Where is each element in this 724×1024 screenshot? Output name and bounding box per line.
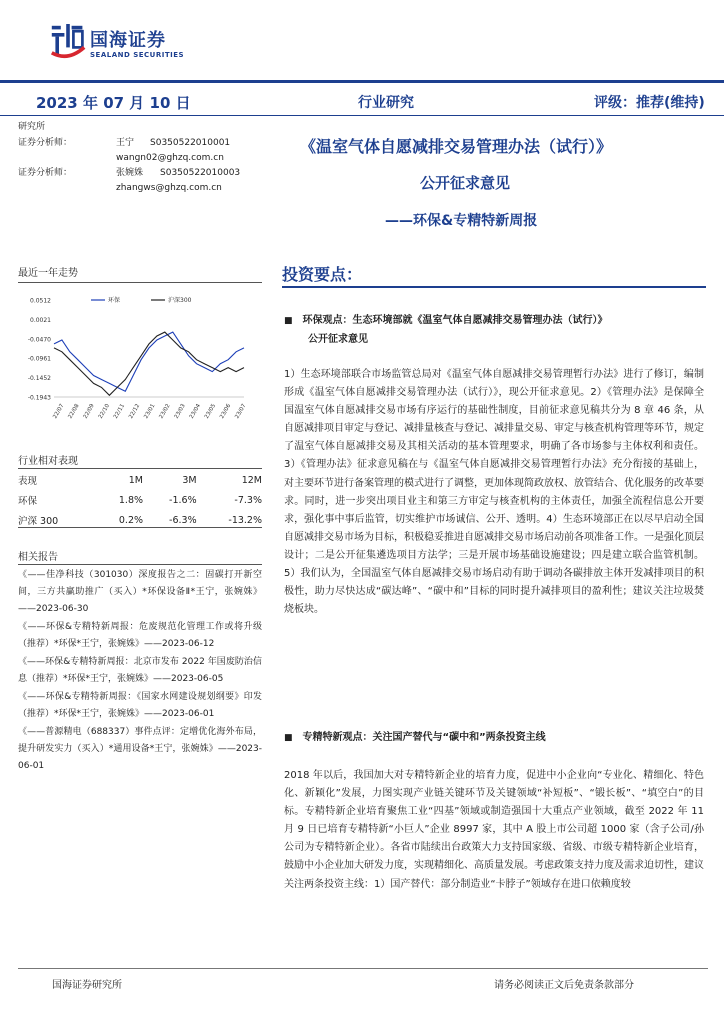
x-tick-label: 22/12: [128, 403, 142, 420]
report-title-line2: 公开征求意见: [420, 174, 511, 192]
reports-title: 相关报告: [18, 552, 58, 563]
bullet-square-icon: ■: [284, 733, 293, 743]
list-item[interactable]: 《——环保&专精特新周报：危废规范化管理工作或将升级（推荐）*环保*王宁，张婉姝》——2023-06-12: [18, 622, 262, 649]
key-points-heading: 投资要点：: [282, 265, 363, 284]
x-tick-label: 22/10: [97, 403, 111, 420]
x-tick-label: 23/05: [203, 403, 218, 420]
related-reports-list: [18, 567, 262, 776]
footer-divider: [18, 968, 708, 969]
table-header-row: [18, 470, 262, 490]
analyst-cert-1: S0350522010001: [150, 138, 231, 148]
table-cell: 环保: [18, 496, 38, 507]
y-tick-label: -0.0470: [27, 336, 51, 344]
series-line-env: [54, 332, 244, 391]
table-header: 12M: [241, 474, 262, 486]
table-cell: -6.3%: [169, 514, 197, 526]
list-item[interactable]: 《——环保&专精特新周报：《国家水网建设规划纲要》印发（推荐）*环保*王宁，张婉姝》——2023-06-01: [18, 692, 262, 719]
table-cell: -1.6%: [169, 494, 197, 506]
bullet1-title: ■ 环保观点：生态环境部就《温室气体自愿减排交易管理办法（试行）》: [284, 315, 608, 326]
analyst-role-1: 证券分析师：: [18, 138, 73, 148]
x-tick-label: 23/07: [234, 403, 248, 420]
legend-label: 沪深300: [168, 297, 192, 304]
table-cell: -7.3%: [234, 494, 262, 506]
analyst-email-2[interactable]: zhangws@ghzq.com.cn: [116, 183, 222, 193]
performance-table: [18, 470, 262, 530]
trend-title: 最近一年走势: [18, 268, 78, 279]
logo-english-name: SEALAND SECURITIES: [90, 51, 185, 59]
y-tick-label: 0.0021: [30, 316, 51, 324]
key-points-divider: [282, 286, 706, 288]
x-tick-label: 22/07: [52, 403, 66, 420]
analyst-cert-2: S0350522010003: [160, 168, 241, 178]
perf-divider: [18, 468, 262, 469]
table-header: 1M: [128, 474, 144, 486]
reports-divider: [18, 564, 262, 565]
analyst-role-2: 证券分析师：: [18, 168, 73, 178]
y-tick-label: -0.0961: [27, 355, 51, 363]
header-divider: [0, 80, 724, 83]
footer-disclaimer: 请务必阅读正文后免责条款部分: [494, 980, 634, 991]
table-cell: 1.8%: [118, 494, 144, 506]
list-item[interactable]: 《——环保&专精特新周报：北京市发布 2022 年国废防治信息（推荐）*环保*王宁，张婉姝》——2023-06-05: [18, 657, 262, 684]
table-header: 3M: [182, 474, 197, 486]
table-row: [18, 490, 262, 510]
perf-title: 行业相对表现: [18, 456, 78, 467]
table-cell: -13.2%: [228, 514, 262, 526]
analyst-name-2: 张婉姝: [116, 168, 144, 178]
report-title: 《温室气体自愿减排交易管理办法（试行）》: [300, 137, 613, 156]
header-subdivider: [0, 115, 724, 116]
analyst-email-1[interactable]: wangn02@ghzq.com.cn: [116, 153, 224, 163]
x-tick-label: 23/06: [219, 403, 233, 420]
x-tick-label: 22/11: [112, 403, 127, 420]
x-tick-label: 23/01: [143, 403, 157, 420]
x-tick-label: 22/08: [67, 403, 81, 420]
trend-chart: [16, 292, 246, 422]
footer-org: 国海证券研究所: [52, 980, 122, 991]
table-header: 表现: [18, 476, 38, 487]
y-tick-label: -0.1943: [27, 394, 51, 402]
bullet1-title-cont: 公开征求意见: [308, 334, 368, 345]
report-date: 2023 年 07 月 10 日: [36, 94, 191, 112]
x-tick-label: 22/09: [82, 403, 96, 420]
x-tick-label: 23/03: [173, 403, 187, 420]
table-cell: 0.2%: [118, 514, 144, 526]
logo-chinese-name: 国海证券: [90, 30, 166, 51]
x-tick-label: 23/02: [158, 403, 172, 420]
rating-badge: 评级：推荐(维持): [594, 95, 705, 111]
report-subtitle: ——环保&专精特新周报: [385, 213, 538, 229]
research-dept: 研究所: [18, 122, 46, 132]
x-tick-label: 23/04: [188, 403, 202, 420]
list-item[interactable]: 《——普源精电（688337）事件点评：定增优化海外布局，提升研发实力（买入）*通用设备*王宁，张婉姝》——2023-06-01: [18, 727, 262, 771]
y-tick-label: 0.0512: [30, 297, 51, 305]
legend-label: 环保: [108, 297, 121, 304]
trend-divider: [18, 282, 262, 283]
analyst-name-1: 王宁: [116, 138, 135, 148]
sealand-logo: [50, 22, 86, 62]
list-item[interactable]: 《——佳净科技（301030）深度报告之二：固碳打开新空间，三方共赢助推广（买入）*环保设备Ⅱ*王宁，张婉姝》——2023-06-30: [18, 570, 262, 614]
y-tick-label: -0.1452: [27, 375, 51, 383]
bullet2-title: ■ 专精特新观点：关注国产替代与“碳中和”两条投资主线: [284, 732, 546, 743]
bullet1-body: 1）生态环境部联合市场监管总局对《温室气体自愿减排交易管理暂行办法》进行了修订，编制形成《温室气体自愿减排交易管理办法（试行）》，现公开征求意见。2）《管理办法》是保障全国温室气体自愿减排交易市场有序运行的基础性制度，目前征求意见稿共分为 8 章 46 条，从自愿减排项目审定与登记、减排量核查与登记、减排量交易、审定与核查机构管理等环节，规定了温室气体自愿减排交易及其相关活动的基本管理要求，明确了各市场参与主体权利和责任。3）《管理办法》征求意见稿在与《温室气体自愿减排交易管理暂行办法》充分衔接的基础上，对主要环节进行备案管理的模式进行了调整，更加体现简政放权、放管结合、优化服务的改革要求。同时，进一步突出项目业主和第三方审定与核查机构的主体责任，加强全流程信息公开要求，强化事中事后监管，切实维护市场诚信、公开、透明。4）生态环境部正在以尽早启动全国自愿减排交易市场为目标，积极稳妥推进自愿减排交易市场启动前各项准备工作。一是强化顶层设计；二是公开征集遴选项目方法学；三是开展市场基础设施建设；四是建立联合监管机制。5）我们认为，全国温室气体自愿减排交易市场启动有助于调动各碳排放主体开发减排项目的积极性，助力尽快达成“碳达峰”、“碳中和”目标的同时提升减排项目的盈利性；建议关注垃圾焚烧板块。: [284, 369, 704, 616]
bullet-square-icon: ■: [284, 316, 293, 326]
perf-bottom-divider: [18, 527, 262, 528]
report-category: 行业研究: [358, 95, 414, 111]
table-cell: 沪深 300: [18, 516, 59, 527]
bullet2-body: 2018 年以后，我国加大对专精特新企业的培育力度，促进中小企业向“专业化、精细化、特色化、新颖化”发展，力图实现产业链关键环节及关键领域“补短板”、“锻长板”、“填空白”的目标。专精特新企业培育聚焦工业“四基”领域或制造强国十大重点产业领域，截至 2022 年 11 月 9 日已培育专精特新“小巨人”企业 8997 家，其中 A 股上市公司超 1000 家（含子公司/孙公司为专精特新企业）。各省市陆续出台政策大力支持国家级、省级、市级专精特新企业培育，鼓励中小企业加大研发力度，实现精细化、高质量发展。考虑政策支持力度及需求迫切性，建议关注两条投资主线：1）国产替代：部分制造业“卡脖子”领域存在进口依赖度较: [284, 770, 704, 890]
